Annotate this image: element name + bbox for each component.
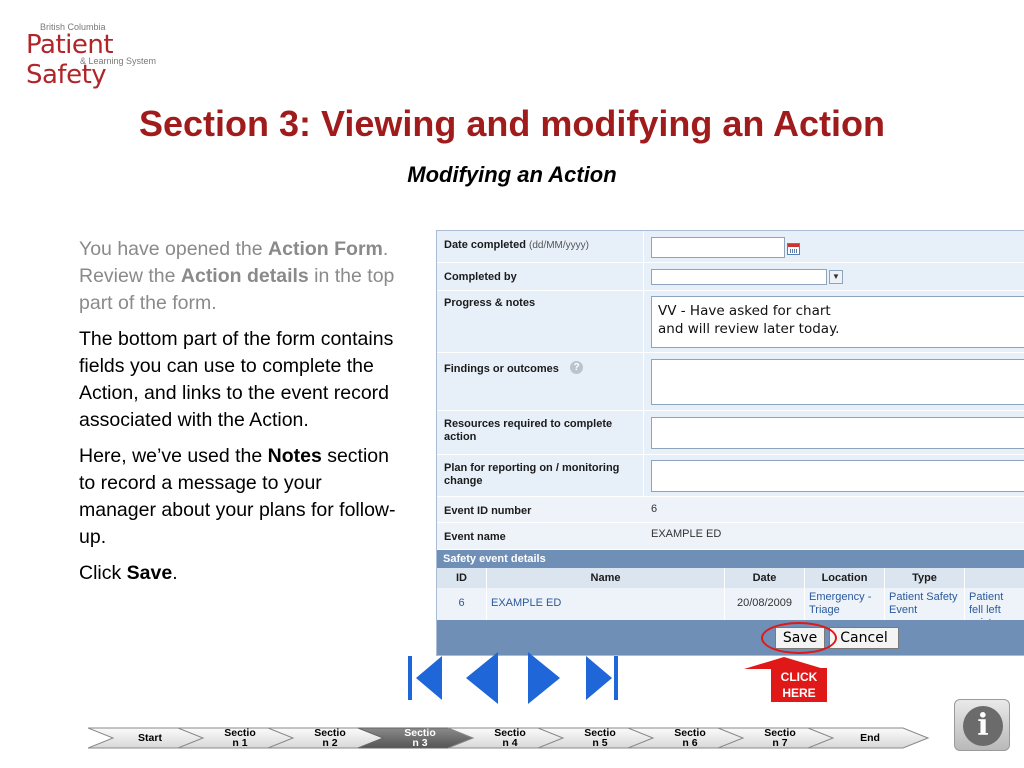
date-completed-label: Date completed bbox=[444, 239, 526, 251]
first-page-icon[interactable] bbox=[406, 652, 446, 704]
plan-label: Plan for reporting on / monitoring change bbox=[444, 462, 620, 487]
table-header bbox=[437, 568, 1024, 588]
instruction-paragraph-3: Here, we’ve used the Notes section to record a message to your manager about your plans for follow-up. bbox=[79, 445, 396, 548]
plan-textarea[interactable] bbox=[651, 460, 1024, 492]
previous-icon[interactable] bbox=[464, 652, 502, 704]
crumb-section-5[interactable]: Sectio n 5 bbox=[584, 727, 616, 749]
completed-by-label: Completed by bbox=[444, 271, 517, 283]
safety-event-details-header: Safety event details bbox=[437, 550, 1024, 568]
instruction-paragraph-2: The bottom part of the form contains fields you can use to complete the Action, and links to the event record associated with the Action. bbox=[79, 328, 394, 431]
row-location: Emergency - Triage bbox=[805, 588, 885, 620]
logo-line-3: & Learning System bbox=[80, 56, 157, 66]
date-completed-row bbox=[437, 231, 1024, 263]
instruction-paragraph-4: Click Save. bbox=[79, 562, 178, 584]
resources-label: Resources required to complete action bbox=[444, 418, 613, 443]
row-name[interactable]: EXAMPLE ED bbox=[487, 588, 725, 620]
save-button[interactable]: Save bbox=[775, 627, 825, 649]
findings-textarea[interactable] bbox=[651, 359, 1024, 405]
instruction-paragraph-1: You have opened the Action Form. Review the Action details in the top part of the form. bbox=[79, 238, 395, 314]
progress-notes-line-1: VV - Have asked for chart bbox=[658, 303, 831, 319]
action-form bbox=[436, 230, 1024, 656]
calendar-icon[interactable] bbox=[787, 243, 800, 255]
event-name-label: Event name bbox=[444, 531, 506, 543]
date-completed-input[interactable] bbox=[651, 237, 785, 258]
event-id-value: 6 bbox=[651, 503, 658, 515]
progress-notes-line-2: and will review later today. bbox=[658, 321, 840, 337]
crumb-section-2[interactable]: Sectio n 2 bbox=[314, 727, 346, 749]
event-name-value: EXAMPLE ED bbox=[651, 528, 722, 540]
table-row[interactable] bbox=[437, 588, 1024, 620]
row-type: Patient Safety Event bbox=[885, 588, 965, 620]
page-title: Section 3: Viewing and modifying an Action bbox=[138, 103, 886, 144]
click-here-callout bbox=[771, 668, 827, 702]
findings-row bbox=[437, 353, 1024, 411]
bc-patient-safety-logo bbox=[26, 22, 186, 90]
event-id-label: Event ID number bbox=[444, 505, 532, 517]
column-header-date: Date bbox=[725, 568, 805, 588]
progress-notes-row bbox=[437, 291, 1024, 353]
row-id[interactable]: 6 bbox=[437, 588, 487, 620]
last-page-icon[interactable] bbox=[582, 652, 622, 704]
resources-row bbox=[437, 411, 1024, 455]
completed-by-select[interactable] bbox=[651, 269, 827, 285]
logo-line-1: British Columbia bbox=[40, 22, 106, 32]
crumb-section-3[interactable]: Sectio n 3 bbox=[404, 727, 436, 749]
instructions-panel bbox=[79, 236, 399, 596]
row-date: 20/08/2009 bbox=[725, 588, 805, 620]
completed-by-row bbox=[437, 263, 1024, 291]
event-id-row bbox=[437, 497, 1024, 523]
resources-textarea[interactable] bbox=[651, 417, 1024, 449]
findings-label: Findings or outcomes bbox=[444, 363, 559, 375]
crumb-section-6[interactable]: Sectio n 6 bbox=[674, 727, 706, 749]
column-header-extra bbox=[965, 568, 1024, 588]
chevron-down-icon[interactable]: ▼ bbox=[829, 270, 843, 284]
date-format-hint: (dd/MM/yyyy) bbox=[528, 240, 589, 251]
next-icon[interactable] bbox=[524, 652, 562, 704]
callout-line-1: CLICK bbox=[780, 670, 818, 684]
info-button[interactable] bbox=[954, 699, 1010, 751]
form-button-bar bbox=[437, 620, 1024, 656]
row-description: Patient fell left bbox=[965, 588, 1024, 620]
crumb-end[interactable]: End bbox=[860, 732, 880, 744]
page-subtitle: Modifying an Action bbox=[407, 162, 617, 187]
crumb-section-7[interactable]: Sectio n 7 bbox=[764, 727, 796, 749]
info-icon: i bbox=[963, 706, 1003, 746]
section-breadcrumb bbox=[88, 726, 933, 750]
crumb-section-1[interactable]: Sectio n 1 bbox=[224, 727, 256, 749]
save-highlight-ring bbox=[761, 622, 837, 654]
column-header-name: Name bbox=[487, 568, 725, 588]
crumb-start[interactable]: Start bbox=[138, 732, 162, 744]
column-header-id: ID bbox=[437, 568, 487, 588]
plan-row bbox=[437, 455, 1024, 497]
progress-notes-label: Progress & notes bbox=[444, 297, 536, 309]
event-name-row bbox=[437, 523, 1024, 550]
column-header-location: Location bbox=[805, 568, 885, 588]
callout-line-2: HERE bbox=[782, 686, 816, 700]
progress-notes-textarea[interactable] bbox=[651, 296, 1024, 348]
logo-line-2: Patient Safety bbox=[26, 30, 114, 90]
help-icon[interactable]: ? bbox=[570, 361, 583, 374]
cancel-button[interactable]: Cancel bbox=[829, 627, 899, 649]
crumb-section-4[interactable]: Sectio n 4 bbox=[494, 727, 526, 749]
column-header-type: Type bbox=[885, 568, 965, 588]
